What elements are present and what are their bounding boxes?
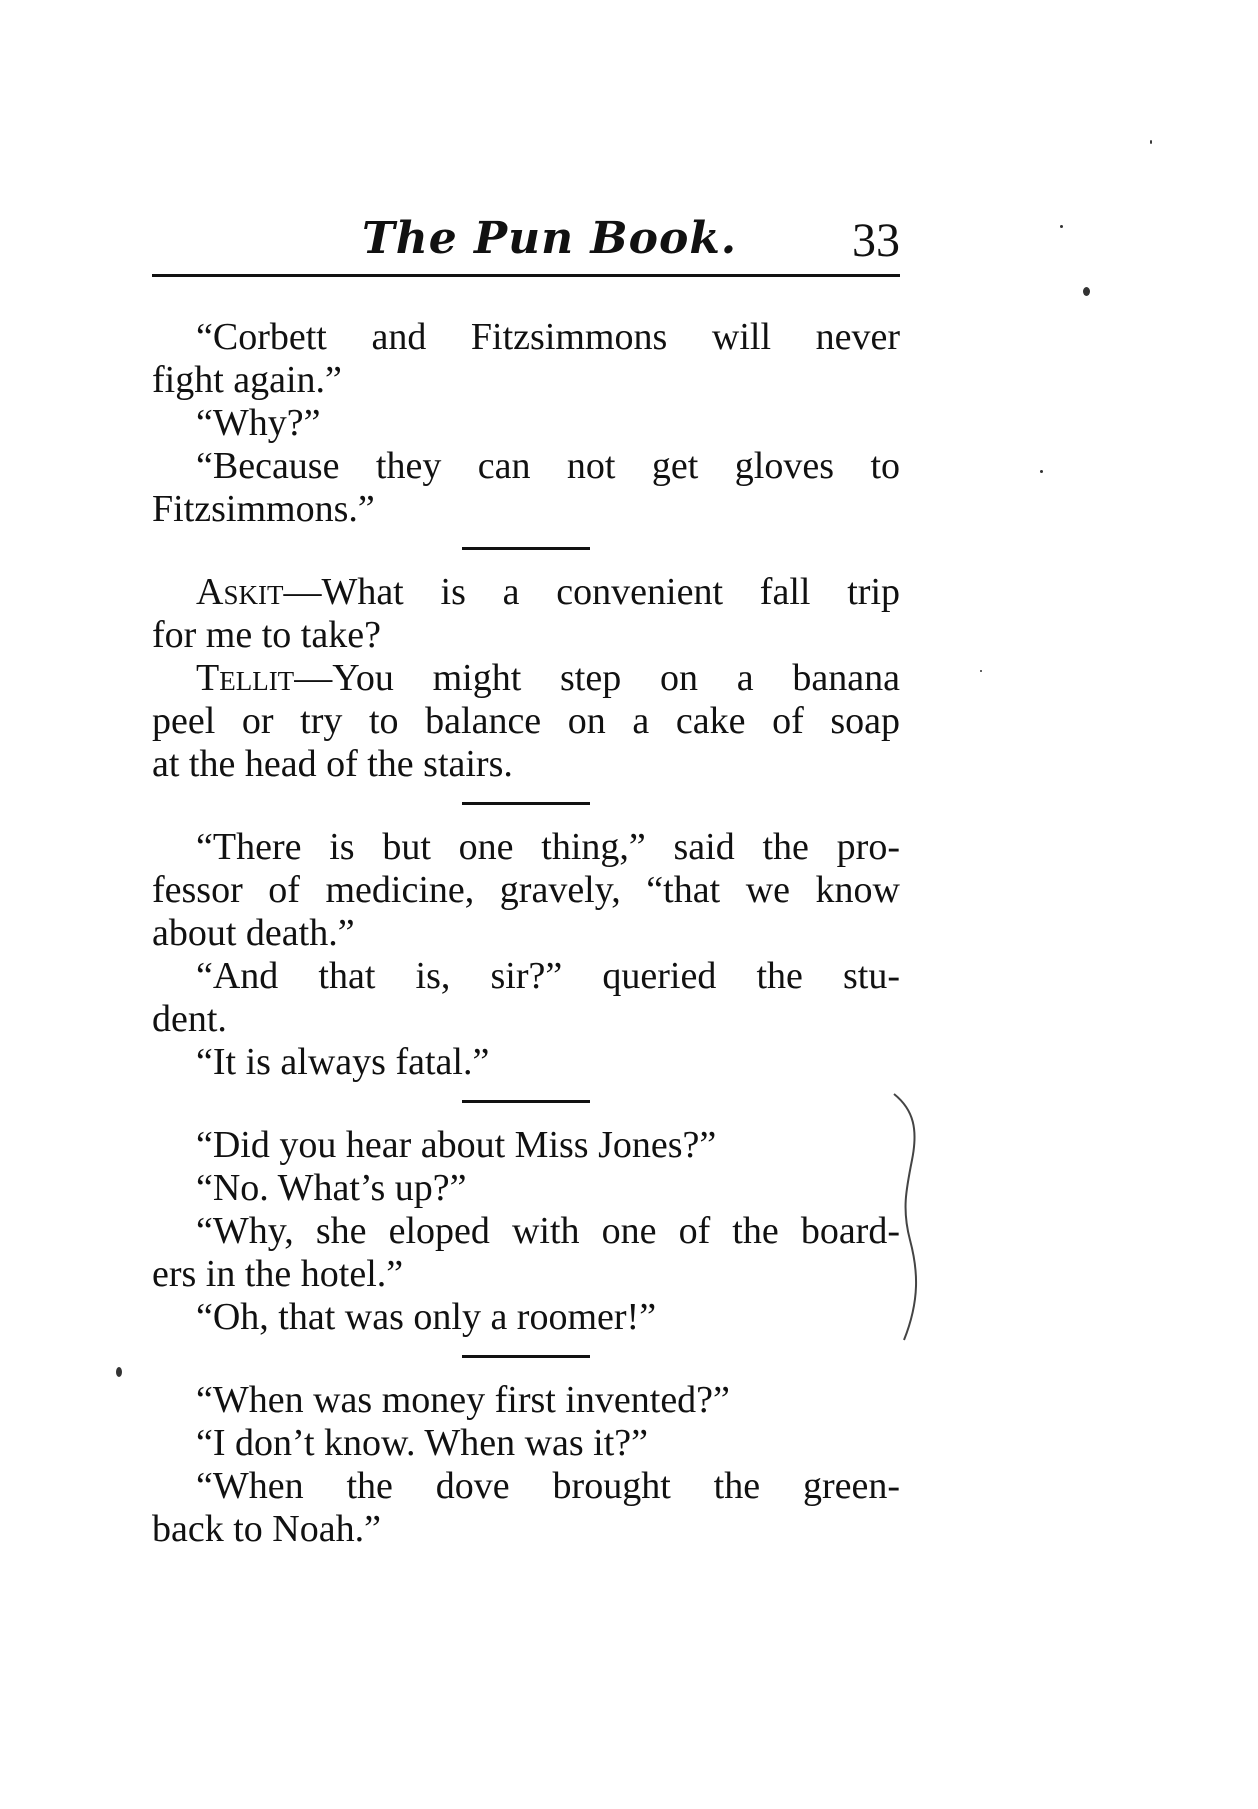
separator-rule (462, 1100, 590, 1103)
text-line: dent. (152, 998, 227, 1040)
dialogue-line (152, 657, 900, 700)
dialogue-text: —You might step on a banana (294, 657, 900, 699)
page-text (152, 316, 900, 1551)
text-line: fight again.” (152, 359, 342, 401)
joke-4 (152, 1124, 900, 1339)
page-number: 33 (852, 214, 900, 267)
running-title: The Pun Book. (362, 213, 738, 264)
text-line: for me to take? (152, 614, 381, 656)
separator-rule (462, 1355, 590, 1358)
print-speck (1060, 225, 1063, 228)
joke-1 (152, 316, 900, 531)
separator-rule (462, 802, 590, 805)
text-line: “When the dove brought the green- (196, 1465, 900, 1507)
text-line: “Because they can not get gloves to (196, 445, 900, 487)
text-line: about death.” (152, 912, 355, 954)
joke-2 (152, 571, 900, 786)
text-line: “Did you hear about Miss Jones?” (196, 1124, 717, 1166)
speaker-name: Askit (196, 571, 284, 613)
print-speck (1150, 140, 1152, 144)
margin-bracket-mark (890, 1090, 930, 1350)
dialogue-line (152, 571, 900, 614)
speaker-name: Tellit (196, 657, 295, 699)
print-speck (980, 670, 982, 672)
text-line: ers in the hotel.” (152, 1253, 404, 1295)
joke-3 (152, 826, 900, 1084)
text-line: “And that is, sir?” queried the stu- (196, 955, 900, 997)
text-line: Fitzsimmons.” (152, 488, 375, 530)
page-header (152, 205, 900, 277)
header-rule (152, 274, 900, 277)
separator (152, 1339, 900, 1379)
print-speck (1083, 287, 1090, 296)
text-line: peel or try to balance on a cake of soap (152, 700, 900, 742)
separator-rule (462, 547, 590, 550)
separator (152, 786, 900, 826)
text-line: “Why, she eloped with one of the board- (196, 1210, 900, 1252)
dialogue-text: —What is a convenient fall trip (283, 571, 900, 613)
text-line: at the head of the stairs. (152, 743, 513, 785)
text-line: fessor of medicine, gravely, “that we know (152, 869, 900, 911)
text-line: “Oh, that was only a roomer!” (196, 1296, 657, 1338)
print-speck (1040, 470, 1043, 473)
joke-5 (152, 1379, 900, 1551)
text-line: “No. What’s up?” (196, 1167, 467, 1209)
text-line: “Corbett and Fitzsimmons will never (196, 316, 900, 358)
text-line: “When was money first invented?” (196, 1379, 730, 1421)
separator (152, 1084, 900, 1124)
text-line: back to Noah.” (152, 1508, 381, 1550)
text-line: “It is always fatal.” (196, 1041, 490, 1083)
text-line: “I don’t know. When was it?” (196, 1422, 649, 1464)
print-speck (116, 1367, 122, 1377)
separator (152, 531, 900, 571)
text-line: “Why?” (196, 402, 321, 444)
text-line: “There is but one thing,” said the pro- (196, 826, 900, 868)
